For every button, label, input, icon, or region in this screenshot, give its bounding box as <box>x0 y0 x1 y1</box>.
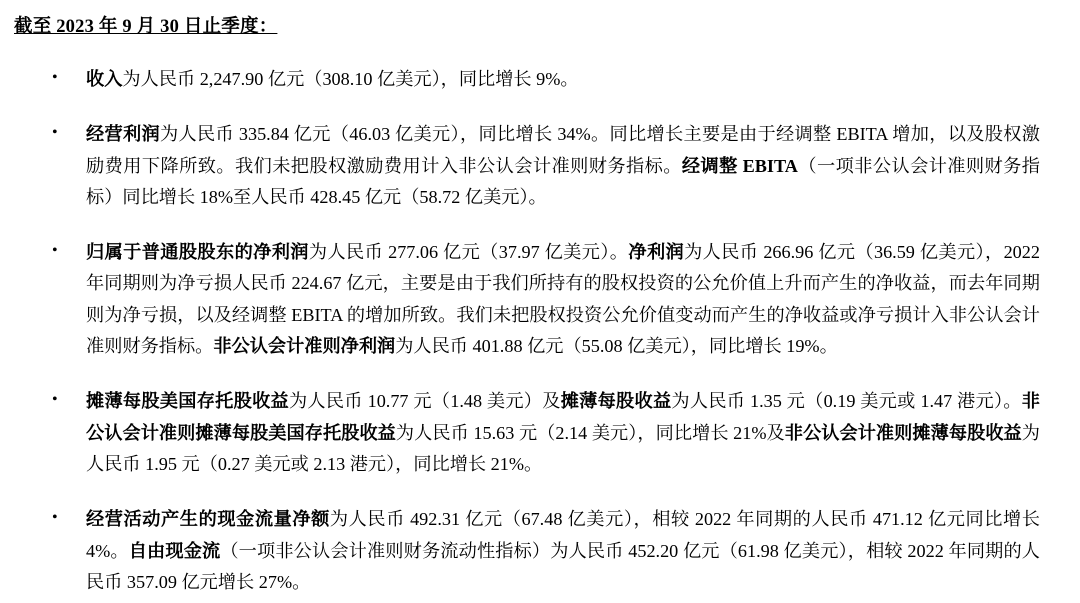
plain-text: 为人民币 492.31 亿元（67.48 亿美元），相较 2022 年同期的人民币 471.12 亿元同比增长 4%。 <box>86 509 1040 561</box>
emphasis-text: 摊薄每股收益 <box>560 391 672 412</box>
plain-text: 为人民币 1.95 元（0.27 美元或 2.13 港元），同比增长 21%。 <box>86 422 1040 474</box>
emphasis-text: 归属于普通股股东的净利润 <box>86 242 309 263</box>
page-title: 截至 2023 年 9 月 30 日止季度： <box>14 17 278 37</box>
list-item <box>0 386 1080 480</box>
plain-text: （一项非公认会计准则财务流动性指标）为人民币 452.20 亿元（61.98 亿美元），相较 2022 年同期的人民币 357.09 亿元增长 27%。 <box>86 540 1040 592</box>
bullet-marker: • <box>52 69 58 86</box>
emphasis-text: 自由现金流 <box>128 540 221 561</box>
financial-highlights-list <box>0 64 1080 598</box>
list-item-text <box>86 124 1040 207</box>
bullet-marker: • <box>52 242 58 260</box>
plain-text: 为人民币 2,247.90 亿元（308.10 亿美元），同比增长 9%。 <box>122 69 579 89</box>
emphasis-text: 摊薄每股美国存托股收益 <box>86 391 289 412</box>
plain-text: 为人民币 335.84 亿元（46.03 亿美元），同比增长 34%。同比增长主要是由于经调整 EBITA 增加，以及股权激励费用下降所致。我们未把股权激励费用计入非公认会计准则财务指标。 <box>86 124 1040 176</box>
list-item <box>0 64 1080 95</box>
plain-text: 为人民币 1.35 元（0.19 美元或 1.47 港元）。 <box>671 391 1022 412</box>
bullet-marker: • <box>52 391 58 409</box>
plain-text: （一项非公认会计准则财务指标）同比增长 18%至人民币 428.45 亿元（58.72 亿美元）。 <box>86 155 1040 207</box>
bullet-marker: • <box>52 124 58 142</box>
plain-text: 为人民币 10.77 元（1.48 美元）及 <box>288 391 561 412</box>
emphasis-text: 收入 <box>86 69 123 89</box>
list-item <box>0 504 1080 598</box>
emphasis-text: 经营活动产生的现金流量净额 <box>86 509 330 530</box>
emphasis-text: 非公认会计准则摊薄每股收益 <box>784 422 1022 443</box>
list-item-text <box>86 69 579 89</box>
emphasis-text: 非公认会计准则净利润 <box>213 336 396 357</box>
emphasis-text: 净利润 <box>628 242 685 263</box>
document-page <box>0 12 1080 603</box>
list-item <box>0 119 1080 213</box>
bullet-marker: • <box>52 509 58 527</box>
plain-text: 为人民币 401.88 亿元（55.08 亿美元），同比增长 19%。 <box>395 336 838 357</box>
emphasis-text: 非公认会计准则摊薄每股美国存托股收益 <box>86 391 1040 443</box>
emphasis-text: 经调整 EBITA <box>681 155 798 176</box>
list-item-text <box>86 391 1040 474</box>
plain-text: 为人民币 277.06 亿元（37.97 亿美元）。 <box>308 242 629 263</box>
emphasis-text: 经营利润 <box>86 124 161 145</box>
list-item <box>0 237 1080 362</box>
plain-text: 为人民币 15.63 元（2.14 美元），同比增长 21%及 <box>395 422 785 443</box>
list-item-text <box>86 509 1040 592</box>
plain-text: 为人民币 266.96 亿元（36.59 亿美元），2022 年同期则为净亏损人民币 224.67 亿元，主要是由于我们所持有的股权投资的公允价值上升而产生的净收益，而去年同期则为净亏损，以及经调整 EBITA 的增加所致。我们未把股权投资公允价值变动而产生的净收益或净亏损计入非公认会计准则财务指标。 <box>86 242 1040 357</box>
list-item-text <box>86 242 1040 356</box>
